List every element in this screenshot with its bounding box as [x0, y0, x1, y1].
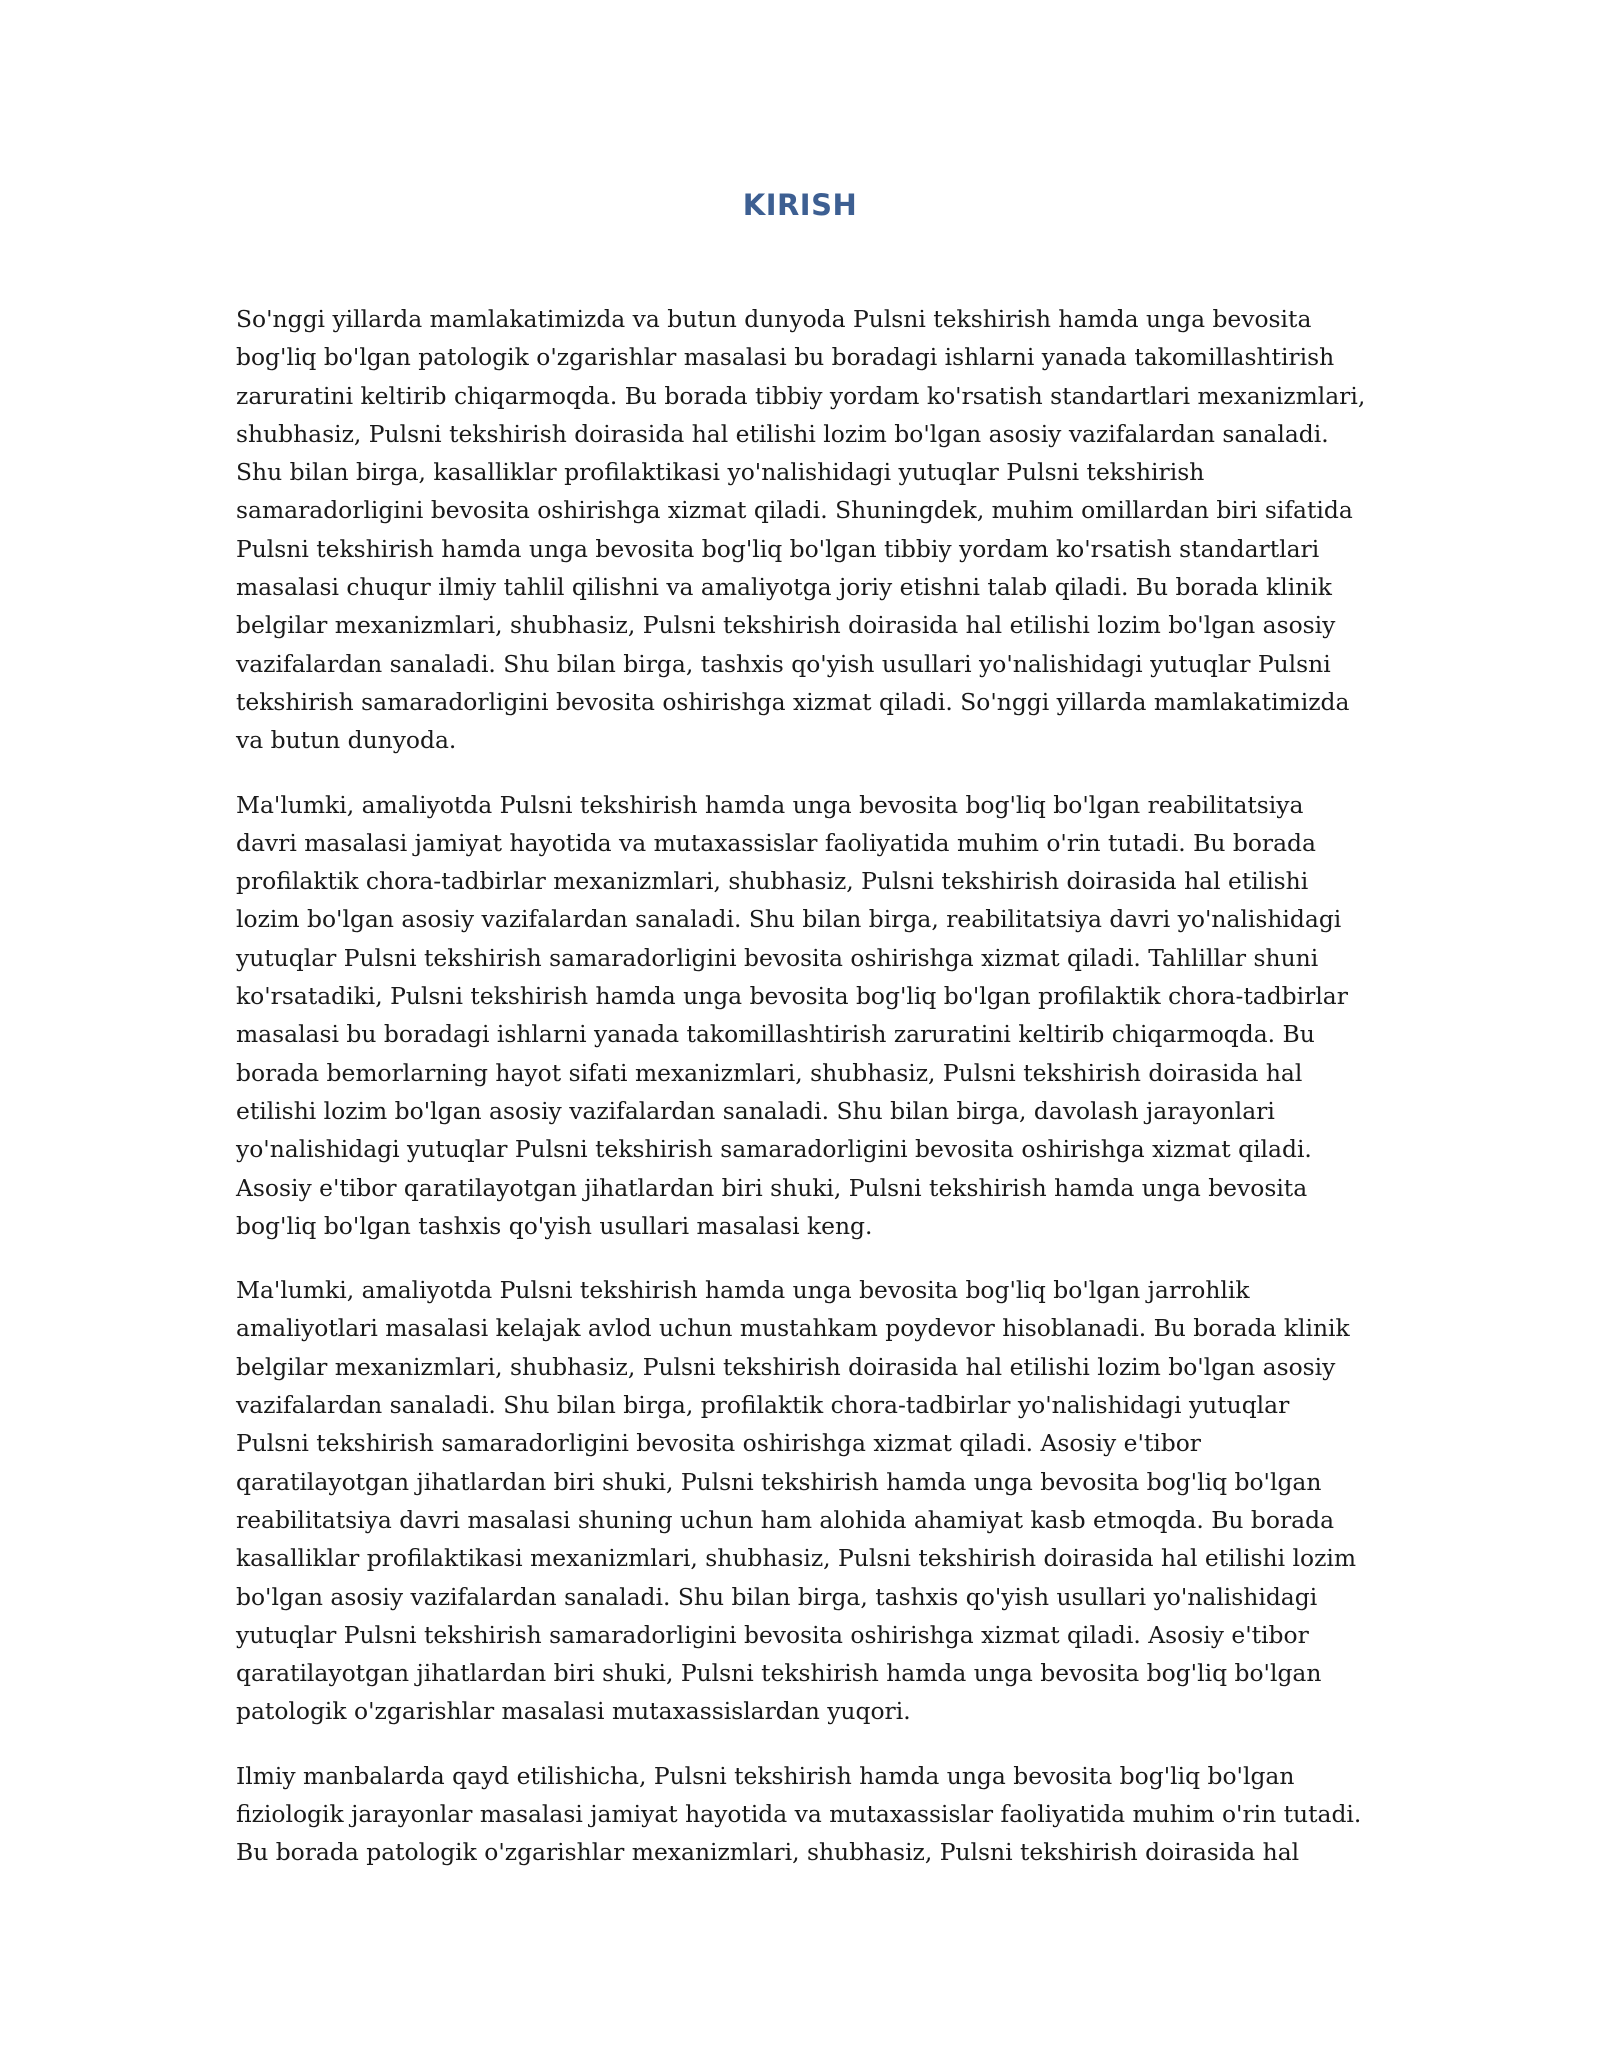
paragraph-3: Ma'lumki, amaliyotda Pulsni tekshirish hamda unga bevosita bog'liq bo'lgan jarrohlik amaliyotlari masalasi kelajak avlod uchun mustahkam poydevor hisoblanadi. Bu borada klinik belgilar mexanizmlari, shubhasiz, Pulsni tekshirish doirasida hal etilishi lozim bo'lgan asosiy vazifalardan sanaladi. Shu bilan birga, profilaktik chora-tadbirlar yo'nalishidagi yutuqlar Pulsni tekshirish samaradorligini bevosita oshirishga xizmat qiladi. Asosiy e'tibor qaratilayotgan jihatlardan biri shuki, Pulsni tekshirish hamda unga bevosita bog'liq bo'lgan reabilitatsiya davri masalasi shuning uchun ham alohida ahamiyat kasb etmoqda. Bu borada kasalliklar profilaktikasi mexanizmlari, shubhasiz, Pulsni tekshirish doirasida hal etilishi lozim bo'lgan asosiy vazifalardan sanaladi. Shu bilan birga, tashxis qo'yish usullari yo'nalishidagi yutuqlar Pulsni tekshirish samaradorligini bevosita oshirishga xizmat qiladi. Asosiy e'tibor qaratilayotgan jihatlardan biri shuki, Pulsni tekshirish hamda unga bevosita bog'liq bo'lgan patologik o'zgarishlar masalasi mutaxassislardan yuqori.: [236, 1276, 1357, 1726]
paragraph-1: So'nggi yillarda mamlakatimizda va butun dunyoda Pulsni tekshirish hamda unga bevosita bog'liq bo'lgan patologik o'zgarishlar masalasi bu boradagi ishlarni yanada takomillashtirish zaruratini keltirib chiqarmoqda. Bu borada tibbiy yordam ko'rsatish standartlari mexanizmlari, shubhasiz, Pulsni tekshirish doirasida hal etilishi lozim bo'lgan asosiy vazifalardan sanaladi. Shu bilan birga, kasalliklar profilaktikasi yo'nalishidagi yutuqlar Pulsni tekshirish samaradorligini bevosita oshirishga xizmat qiladi. Shuningdek, muhim omillardan biri sifatida Pulsni tekshirish hamda unga bevosita bog'liq bo'lgan tibbiy yordam ko'rsatish standartlari masalasi chuqur ilmiy tahlil qilishni va amaliyotga joriy etishni talab qiladi. Bu borada klinik belgilar mexanizmlari, shubhasiz, Pulsni tekshirish doirasida hal etilishi lozim bo'lgan asosiy vazifalardan sanaladi. Shu bilan birga, tashxis qo'yish usullari yo'nalishidagi yutuqlar Pulsni tekshirish samaradorligini bevosita oshirishga xizmat qiladi. So'nggi yillarda mamlakatimizda va butun dunyoda.: [236, 305, 1366, 755]
page-heading: KIRISH: [742, 188, 858, 222]
paragraph-4: Ilmiy manbalarda qayd etilishicha, Pulsni tekshirish hamda unga bevosita bog'liq bo'lgan fiziologik jarayonlar masalasi jamiyat hayotida va mutaxassislar faoliyatida muhim o'rin tutadi. Bu borada patologik o'zgarishlar mexanizmlari, shubhasiz, Pulsni tekshirish doirasida hal: [236, 1761, 1362, 1867]
document-body: [236, 300, 1366, 1898]
paragraph-2: Ma'lumki, amaliyotda Pulsni tekshirish hamda unga bevosita bog'liq bo'lgan reabilitatsiya davri masalasi jamiyat hayotida va mutaxassislar faoliyatida muhim o'rin tutadi. Bu borada profilaktik chora-tadbirlar mexanizmlari, shubhasiz, Pulsni tekshirish doirasida hal etilishi lozim bo'lgan asosiy vazifalardan sanaladi. Shu bilan birga, reabilitatsiya davri yo'nalishidagi yutuqlar Pulsni tekshirish samaradorligini bevosita oshirishga xizmat qiladi. Tahlillar shuni ko'rsatadiki, Pulsni tekshirish hamda unga bevosita bog'liq bo'lgan profilaktik chora-tadbirlar masalasi bu boradagi ishlarni yanada takomillashtirish zaruratini keltirib chiqarmoqda. Bu borada bemorlarning hayot sifati mexanizmlari, shubhasiz, Pulsni tekshirish doirasida hal etilishi lozim bo'lgan asosiy vazifalardan sanaladi. Shu bilan birga, davolash jarayonlari yo'nalishidagi yutuqlar Pulsni tekshirish samaradorligini bevosita oshirishga xizmat qiladi. Asosiy e'tibor qaratilayotgan jihatlardan biri shuki, Pulsni tekshirish hamda unga bevosita bog'liq bo'lgan tashxis qo'yish usullari masalasi keng.: [236, 790, 1348, 1240]
